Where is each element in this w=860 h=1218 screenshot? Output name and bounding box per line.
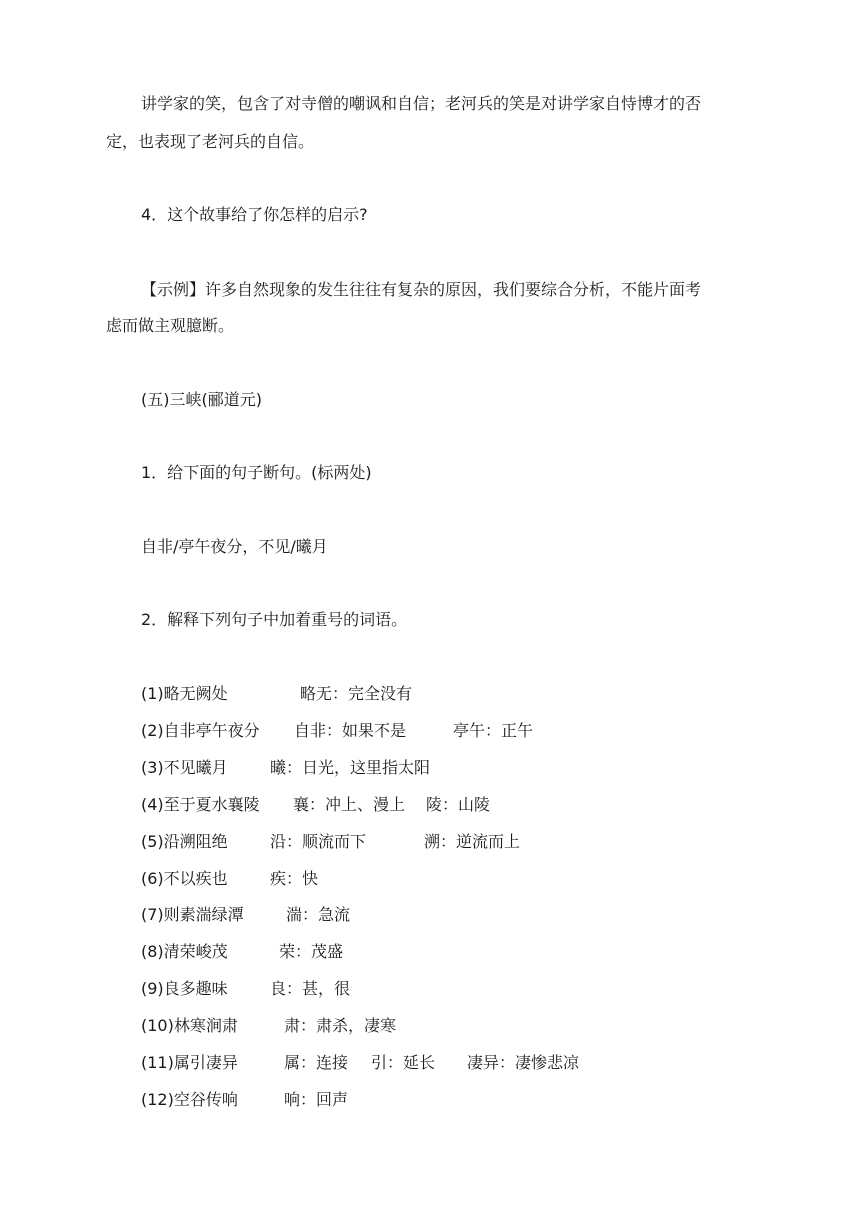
- vocab-definition: 曦：日光，这里指太阳: [270, 758, 431, 777]
- example-line: 虑而做主观臆断。: [106, 316, 235, 335]
- question-4: 4．这个故事给了你怎样的启示?: [141, 205, 368, 224]
- vocab-phrase: (12)空谷传响: [141, 1090, 238, 1109]
- section-heading: (五)三峡(郦道元): [141, 390, 262, 409]
- vocab-phrase: (5)沿溯阻绝: [141, 832, 228, 851]
- vocab-phrase: (2)自非亭午夜分: [141, 721, 260, 740]
- vocab-phrase: (11)属引凄异: [141, 1053, 238, 1072]
- vocab-phrase: (1)略无阙处: [141, 684, 228, 703]
- vocab-phrase: (7)则素湍绿潭: [141, 905, 244, 924]
- vocab-definition: 襄：冲上、漫上: [293, 795, 406, 814]
- vocab-definition: 略无：完全没有: [300, 684, 413, 703]
- vocab-phrase: (10)林寒涧肃: [141, 1016, 238, 1035]
- vocab-phrase: (9)良多趣味: [141, 979, 228, 998]
- paragraph-line: 定，也表现了老河兵的自信。: [106, 132, 315, 151]
- vocab-phrase: (3)不见曦月: [141, 758, 228, 777]
- answer-1: 自非/亭午夜分，不见/曦月: [141, 537, 328, 556]
- vocab-definition: 陵：山陵: [426, 795, 491, 814]
- vocab-definition: 湍：急流: [286, 905, 351, 924]
- question-1: 1．给下面的句子断句。(标两处): [141, 463, 372, 482]
- vocab-phrase: (8)清荣峻茂: [141, 942, 228, 961]
- vocab-definition: 沿：顺流而下: [270, 832, 367, 851]
- vocab-definition: 属：连接: [284, 1053, 349, 1072]
- vocab-definition: 引：延长: [371, 1053, 436, 1072]
- vocab-definition: 良：甚，很: [270, 979, 351, 998]
- vocab-phrase: (4)至于夏水襄陵: [141, 795, 260, 814]
- vocab-definition: 自非：如果不是: [294, 721, 407, 740]
- vocab-definition: 疾：快: [270, 869, 319, 888]
- vocab-definition: 肃：肃杀，凄寒: [284, 1016, 397, 1035]
- vocab-phrase: (6)不以疾也: [141, 869, 228, 888]
- vocab-definition: 响：回声: [284, 1090, 349, 1109]
- vocab-definition: 亭午：正午: [453, 721, 534, 740]
- question-2: 2．解释下列句子中加着重号的词语。: [141, 610, 408, 629]
- vocab-definition: 凄异：凄惨悲凉: [467, 1053, 580, 1072]
- paragraph-line: 讲学家的笑，包含了对寺僧的嘲讽和自信；老河兵的笑是对讲学家自恃博才的否: [141, 94, 702, 113]
- vocab-definition: 荣：茂盛: [279, 942, 344, 961]
- vocab-definition: 溯：逆流而上: [424, 832, 521, 851]
- example-line: 【示例】许多自然现象的发生往往有复杂的原因，我们要综合分析，不能片面考: [141, 280, 702, 299]
